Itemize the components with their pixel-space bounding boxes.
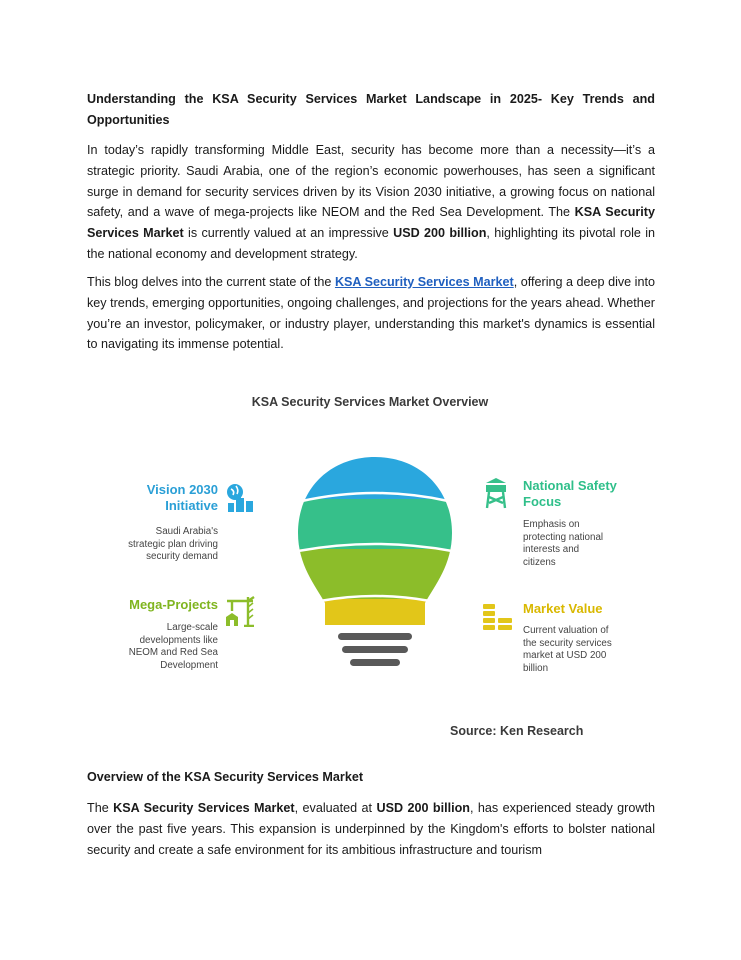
- source-caption: Source: Ken Research: [450, 724, 584, 738]
- construction-crane-icon: [224, 595, 256, 627]
- coin-stacks-icon: [482, 600, 514, 632]
- bulb-base-line: [338, 633, 412, 640]
- text-run: In today’s rapidly transforming Middle East, security has become more than a necessity—it’s a strategic priority. Saudi Arabia, one of the region’s economic powerhouses, has seen a significant surge in demand for security services driven by its Vision 2030 initiative, a growing focus on national safety, and a wave of mega-projects like NEOM and the Red Sea Development. The: [87, 143, 655, 220]
- vision-2030-description: Saudi Arabia's strategic plan driving security demand: [128, 526, 218, 562]
- text-run: , offering a deep dive into key trends, emerging opportunities, ongoing challenges, and projections for the years ahead. Whether you’re an investor, policymaker, or industry player, understanding this market's dynamics is essential to navigating its immense potential.: [87, 275, 655, 352]
- national-safety-title: National Safety Focus: [523, 478, 617, 509]
- bold-text: USD 200 billion: [376, 801, 470, 815]
- bulb-base-line: [350, 659, 400, 666]
- section-heading: Overview of the KSA Security Services Market: [87, 770, 364, 784]
- text-run: , highlighting its pivotal role in the national economy and development strategy.: [87, 226, 655, 261]
- blog-paragraph: [87, 272, 655, 355]
- vision-2030-title: Vision 2030 Initiative: [146, 482, 218, 513]
- city-globe-icon: [224, 482, 256, 514]
- overview-paragraph: [87, 798, 655, 860]
- bulb-segment-yellow: [290, 599, 460, 629]
- bulb-base-line: [342, 646, 408, 653]
- infographic-title: KSA Security Services Market Overview: [251, 395, 489, 409]
- intro-paragraph: [87, 140, 655, 265]
- watchtower-icon: [480, 477, 512, 509]
- market-value-description: Current valuation of the security services market at USD 200 billion: [523, 625, 612, 674]
- article-title: Understanding the KSA Security Services Market Landscape in 2025- Key Trends and Opportunities: [87, 92, 655, 127]
- bulb-segment-green: [290, 549, 460, 601]
- text-run: The: [87, 801, 114, 815]
- bold-text: KSA Security Services Market: [87, 205, 655, 241]
- text-run: is currently valued at an impressive: [183, 226, 394, 241]
- bold-text: USD 200 billion: [393, 226, 487, 241]
- market-link[interactable]: KSA Security Services Market: [334, 275, 514, 289]
- market-value-title: Market Value: [523, 601, 603, 616]
- market-overview-infographic: [100, 385, 660, 755]
- text-run: , has experienced steady growth over the past five years. This expansion is underpinned by the Kingdom's efforts to bolster national security and create a safe environment for its ambitious infrastructure and tourism: [87, 801, 655, 857]
- lightbulb-graphic: [290, 455, 460, 685]
- mega-projects-title: Mega-Projects: [129, 597, 218, 612]
- bold-text: KSA Security Services Market: [113, 801, 295, 815]
- mega-projects-description: Large-scale developments like NEOM and Red Sea Development: [128, 622, 218, 671]
- text-run: , evaluated at: [294, 801, 377, 815]
- text-run: This blog delves into the current state of the: [87, 275, 335, 289]
- national-safety-description: Emphasis on protecting national interests and citizens: [523, 519, 604, 568]
